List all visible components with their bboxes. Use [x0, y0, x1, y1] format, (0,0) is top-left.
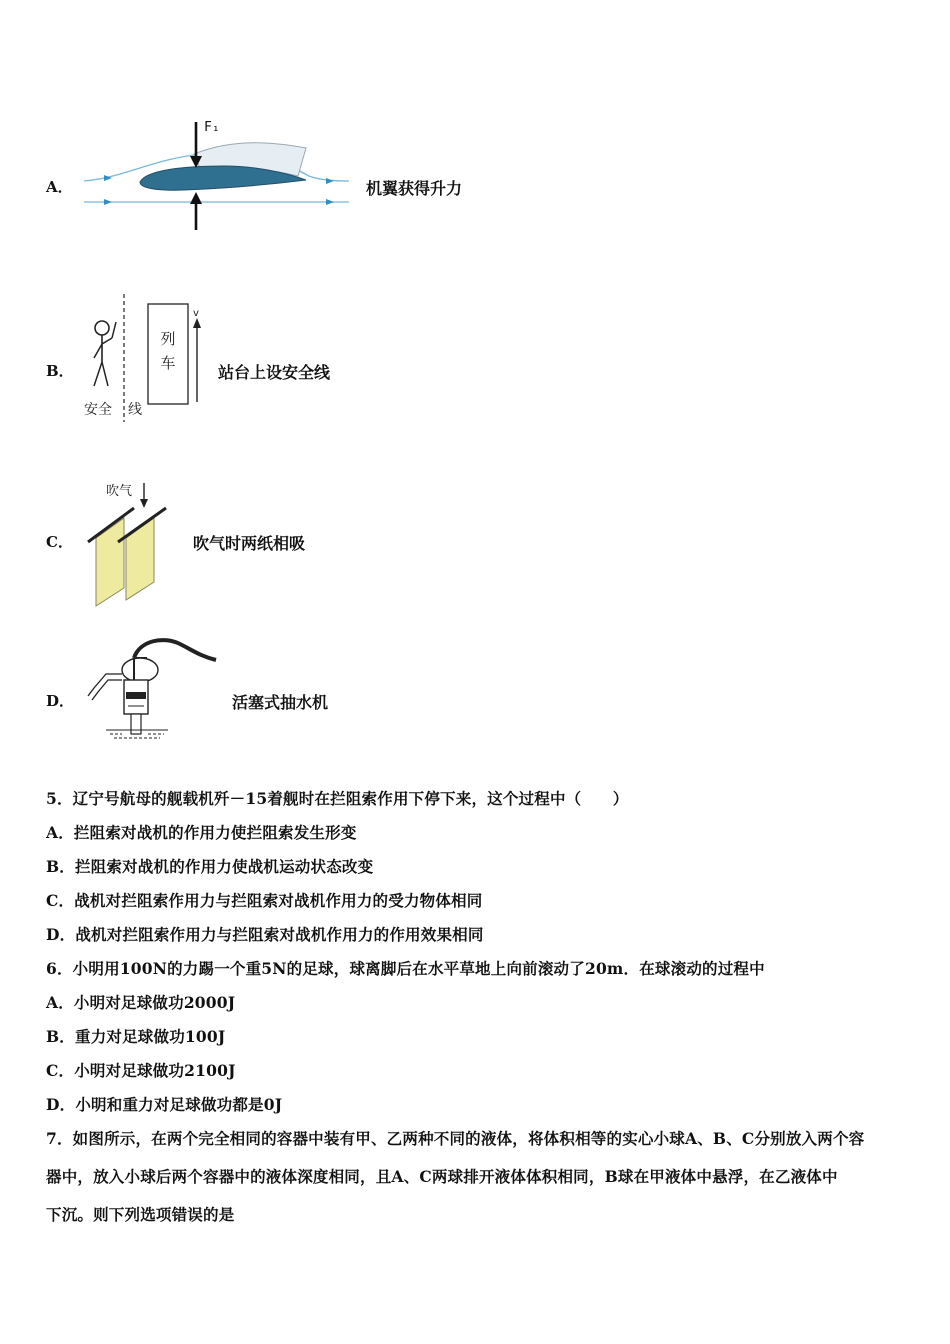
q5-option-b: B．拦阻索对战机的作用力使战机运动状态改变: [46, 857, 374, 876]
option-b-row: [46, 360, 76, 381]
option-a-caption: 机翼获得升力: [366, 179, 463, 198]
q6-option-a: A．小明对足球做功2000J: [46, 993, 236, 1012]
option-d-letter: D．: [46, 692, 75, 710]
train-label-2: 车: [160, 354, 176, 372]
force-f1-label: F₁: [204, 120, 220, 135]
option-b-letter: B．: [46, 362, 74, 380]
option-c-letter: C．: [46, 533, 73, 551]
safety-label-2: 线: [128, 402, 142, 418]
q5-option-a: A．拦阻索对战机的作用力使拦阻索发生形变: [46, 823, 357, 842]
option-d-caption: 活塞式抽水机: [232, 693, 329, 712]
option-a-letter: A．: [46, 178, 73, 196]
q7-line-1: 7．如图所示，在两个完全相同的容器中装有甲、乙两种不同的液体，将体积相等的实心小球A、B、C分别放入两个容: [46, 1129, 865, 1148]
velocity-label: v: [193, 308, 199, 319]
q7-line-2: 器中，放入小球后两个容器中的液体深度相同，且A、C两球排开液体体积相同，B球在甲液体中悬浮，在乙液体中: [46, 1167, 838, 1186]
blow-label: 吹气: [106, 484, 133, 499]
option-b-caption: 站台上设安全线: [218, 363, 331, 382]
q5-option-c: C．战机对拦阻索作用力与拦阻索对战机作用力的受力物体相同: [46, 891, 483, 910]
q6-option-d: D．小明和重力对足球做功都是0J: [46, 1095, 283, 1114]
piston-pump-figure: [84, 634, 220, 744]
q5-option-d: D．战机对拦阻索作用力与拦阻索对战机作用力的作用效果相同: [46, 925, 484, 944]
safety-label-1: 安全: [84, 402, 112, 418]
option-a-row: [46, 176, 76, 197]
q7-line-3: 下沉。则下列选项错误的是: [46, 1205, 235, 1224]
q5-stem: 5．辽宁号航母的舰载机歼－15着舰时在拦阻索作用下停下来，这个过程中（ ）: [46, 789, 629, 808]
train-label-1: 列: [160, 330, 176, 348]
option-c-row: [46, 531, 76, 552]
q6-option-b: B．重力对足球做功100J: [46, 1027, 226, 1046]
option-d-row: [46, 690, 76, 711]
q6-stem: 6．小明用100N的力踢一个重5N的足球，球离脚后在水平草地上向前滚动了20m．在球滚动的过程中: [46, 959, 765, 978]
paper-blow-figure: [80, 478, 180, 610]
safety-line-figure: [84, 292, 209, 422]
wing-lift-figure: [84, 118, 354, 234]
q6-option-c: C．小明对足球做功2100J: [46, 1061, 236, 1080]
option-c-caption: 吹气时两纸相吸: [193, 534, 306, 553]
